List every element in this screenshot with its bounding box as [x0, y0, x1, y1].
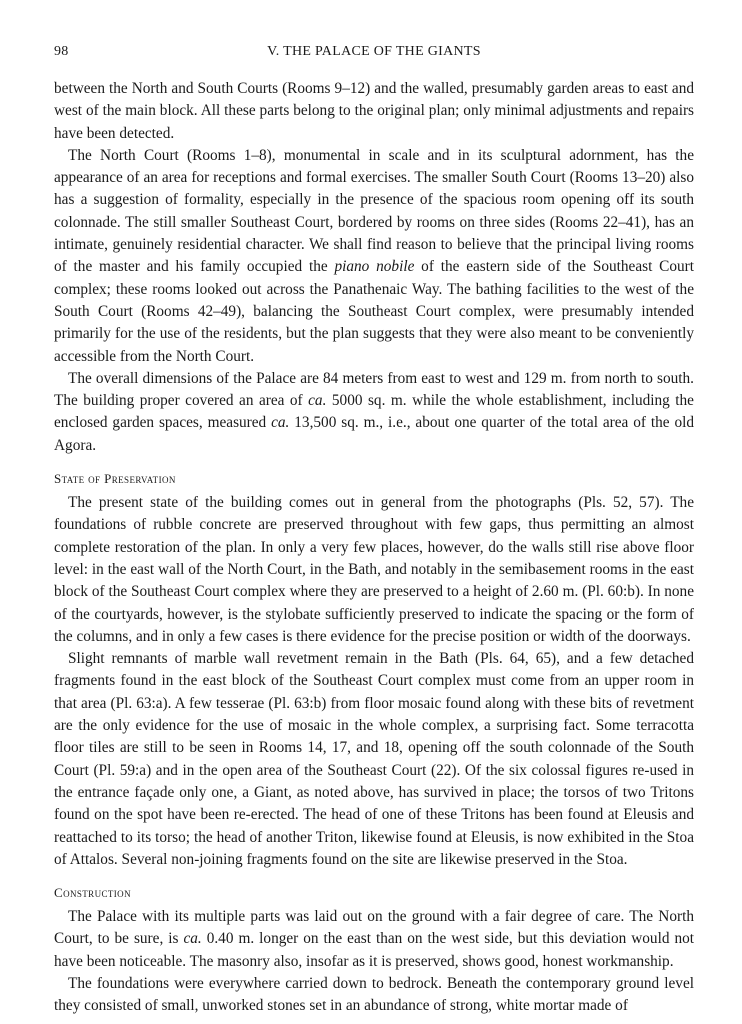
italic-term: piano nobile	[334, 258, 415, 276]
paragraph-courts: The North Court (Rooms 1–8), monumental in scale and in its sculptural adornment, has the appearance of an area for receptions and formal exercises. The smaller South Court (Rooms 13–20) also has a suggestion of formality, especially in the presence of the spacious room opening off its south colonnade. The still smaller Southeast Court, bordered by rooms on three sides (Rooms 22–41), has an intimate, genuinely residential character. We shall find reason to believe that the principal living rooms of the master and his family occupied the piano nobile of the eastern side of the Southeast Court complex; these rooms looked out across the Panathenaic Way. The bathing facilities to the west of the South Court (Rooms 42–49), balancing the Southeast Court complex, were presumably intended primarily for the use of the residents, but the plan suggests that they were also meant to be conveniently accessible from the North Court.	[54, 146, 694, 365]
paragraph-preservation-1: The present state of the building comes out in general from the photographs (Pls. 52, 57). The foundations of rubble concrete are preserved throughout with few gaps, thus permitting an almost complete restoration of the plan. In only a very few places, however, do the walls still rise above floor level: in the east wall of the North Court, in the Bath, and notably in the semibasement rooms in the east block of the Southeast Court complex where they are preserved to a height of 2.60 m. (Pl. 60:b). In none of the courtyards, however, is the stylobate sufficiently preserved to indicate the spacing or the form of the columns, and in only a few cases is there evidence for the precise position or width of the doorways.	[54, 494, 694, 645]
page-header	[54, 44, 694, 66]
page-number: 98	[54, 44, 69, 59]
paragraph-construction-1: The Palace with its multiple parts was laid out on the ground with a fair degree of care. The North Court, to be sure, is ca. 0.40 m. longer on the east than on the west side, but this deviation would not have been noticeable. The masonry also, insofar as it is preserved, shows good, honest workmanship.	[54, 908, 695, 970]
italic-abbrev: ca.	[308, 392, 327, 410]
italic-abbrev: ca.	[271, 414, 290, 432]
paragraph-preservation-2: Slight remnants of marble wall revetment remain in the Bath (Pls. 64, 65), and a few detached fragments found in the east block of the Southeast Court complex must come from an upper room in that area (Pl. 63:a). A few tesserae (Pl. 63:b) from floor mosaic found along with these bits of revetment are the only evidence for the use of mosaic in the whole complex, a surprising fact. Some terracotta floor tiles are still to be seen in Rooms 14, 17, and 18, opening off the south colonnade of the South Court (Pl. 59:a) and in the open area of the Southeast Court (22). Of the six colossal figures re-used in the entrance façade only one, a Giant, as noted above, has survived in place; the torsos of two Tritons found on the spot have been re-erected. The head of one of these Tritons has been found at Eleusis and reattached to its torso; the head of another Triton, likewise found at Eleusis, is now exhibited in the Stoa of Attalos. Several non-joining fragments found on the site are likewise preserved in the Stoa.	[54, 650, 694, 868]
paragraph-construction-2: The foundations were everywhere carried down to bedrock. Beneath the contemporary ground level they consisted of small, unworked stones set in an abundance of strong, white mortar made of	[54, 974, 694, 1015]
italic-abbrev: ca.	[183, 930, 202, 948]
paragraph-continued: between the North and South Courts (Rooms 9–12) and the walled, presumably garden areas to east and west of the main block. All these parts belong to the original plan; only minimal adjustments and repairs have been detected.	[54, 80, 694, 142]
section-heading-preservation: State of Preservation	[54, 471, 176, 487]
running-head: V. THE PALACE OF THE GIANTS	[267, 44, 481, 59]
paragraph-dimensions: The overall dimensions of the Palace are 84 meters from east to west and 129 m. from north to south. The building proper covered an area of ca. 5000 sq. m. while the whole establishment, including the enclosed garden spaces, measured ca. 13,500 sq. m., i.e., about one quarter of the total area of the old Agora.	[54, 369, 694, 454]
body-text	[54, 78, 694, 1018]
section-heading-construction: Construction	[54, 885, 131, 901]
